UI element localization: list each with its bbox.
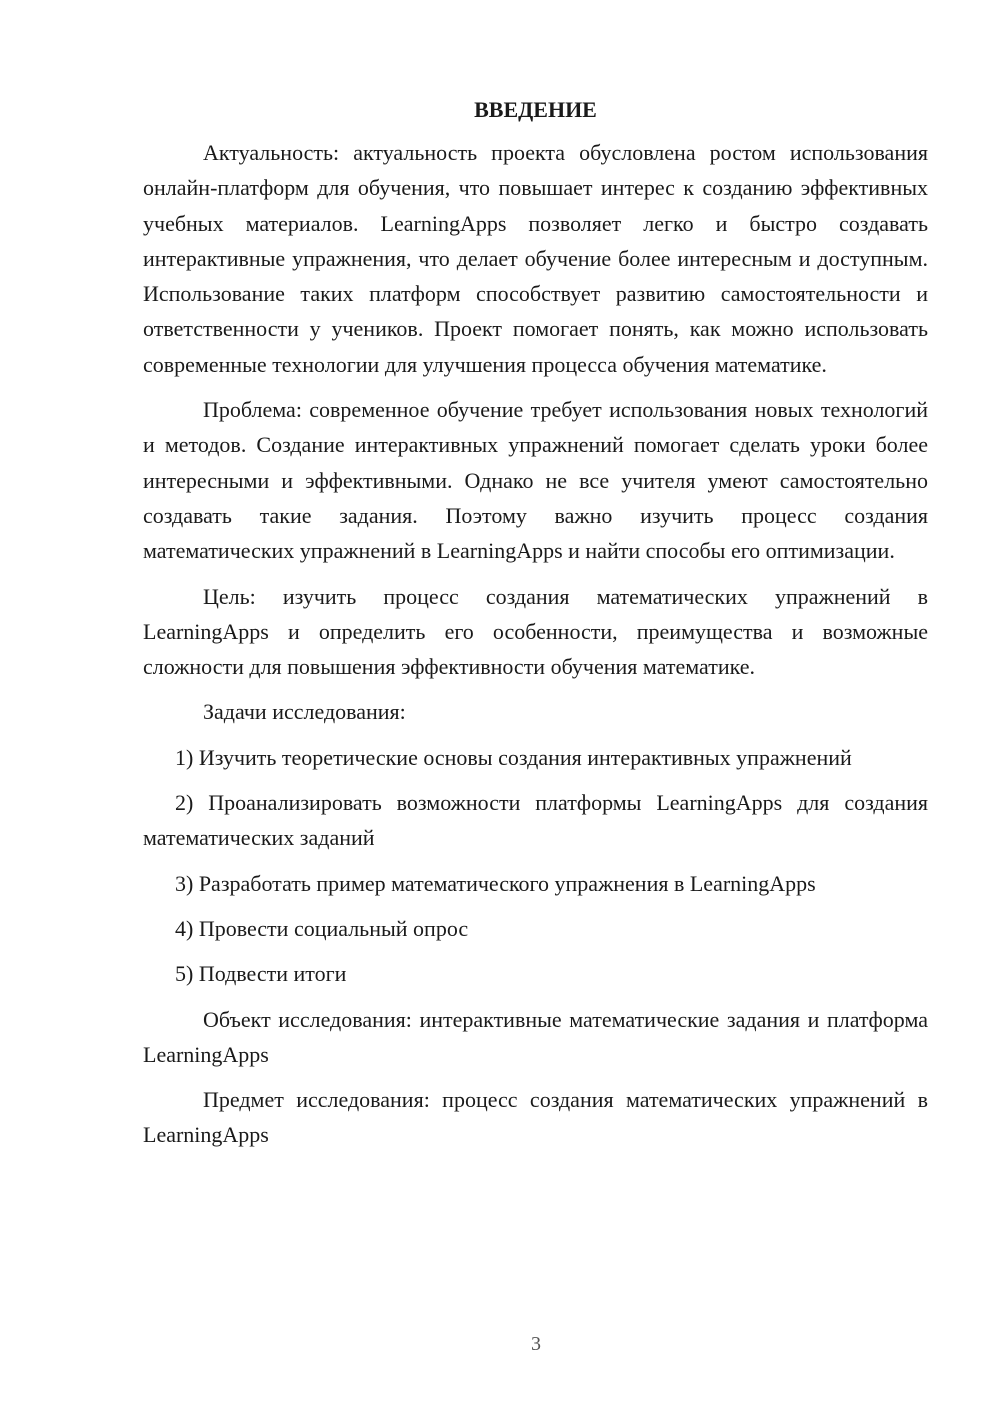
paragraph-object: Объект исследования: интерактивные математические задания и платформа LearningApps bbox=[143, 1006, 928, 1067]
list-item: 4) Провести социальный опрос bbox=[175, 915, 469, 941]
paragraph-problem: Проблема: современное обучение требует использования новых технологий и методов. Создание интерактивных упражнений помогает сделать уроки более интересными и эффективными. Однако не все учителя умеют самостоятельно создавать такие задания. Поэтому важно изучить процесс создания математических упражнений в LearningApps и найти способы его оптимизации. bbox=[143, 397, 928, 564]
list-item: 2) Проанализировать возможности платформы LearningApps для создания математических заданий bbox=[143, 790, 928, 851]
list-item: 3) Разработать пример математического упражнения в LearningApps bbox=[175, 870, 816, 896]
tasks-list bbox=[143, 740, 928, 992]
list-item: 5) Подвести итоги bbox=[175, 961, 347, 987]
tasks-heading: Задачи исследования: bbox=[203, 699, 406, 725]
paragraph-relevance: Актуальность: актуальность проекта обусловлена ростом использования онлайн-платформ для обучения, что повышает интерес к созданию эффективных учебных материалов. LearningApps позволяет легко и быстро создавать интерактивные упражнения, что делает обучение более интересным и доступным. Использование таких платформ способствует развитию самостоятельности и ответственности у учеников. Проект помогает понять, как можно использовать современные технологии для улучшения процесса обучения математике. bbox=[143, 140, 928, 377]
list-item: 1) Изучить теоретические основы создания интерактивных упражнений bbox=[175, 744, 852, 770]
page-number: 3 bbox=[531, 1333, 541, 1355]
document-page bbox=[143, 92, 928, 1163]
section-title: ВВЕДЕНИЕ bbox=[474, 97, 597, 122]
paragraph-subject: Предмет исследования: процесс создания математических упражнений в LearningApps bbox=[143, 1087, 928, 1148]
paragraph-goal: Цель: изучить процесс создания математических упражнений в LearningApps и определить его особенности, преимущества и возможные сложности для повышения эффективности обучения математике. bbox=[143, 583, 928, 680]
